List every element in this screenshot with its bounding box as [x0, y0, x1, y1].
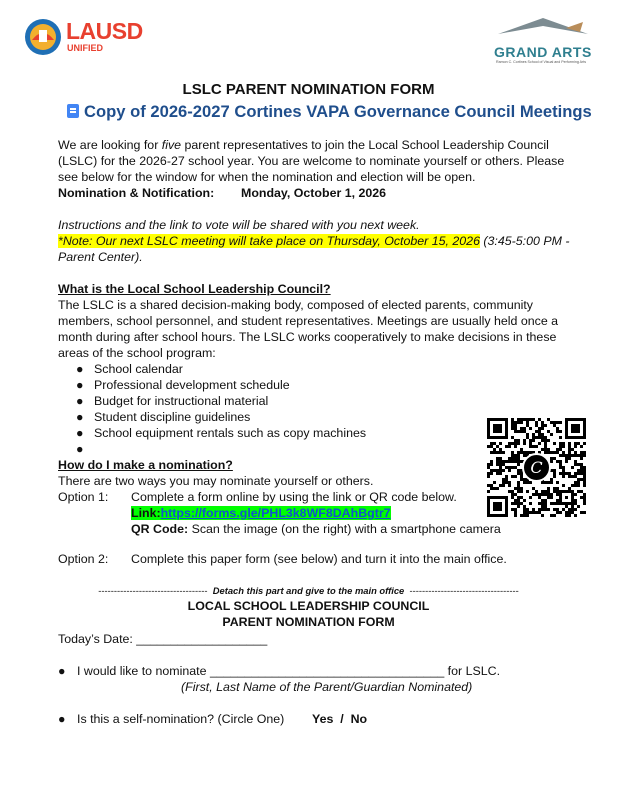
- grandarts-logo-text: GRAND ARTS: [494, 44, 592, 60]
- form-link-label: Link:: [131, 506, 161, 520]
- detach-line: ----------------------------------- Detach this part and give to the main office -----------------------------------: [98, 585, 519, 596]
- intro-line-1: We are looking for five parent representatives to join the Local School Leadership Council: [58, 138, 549, 152]
- option2-label: Option 2:: [58, 552, 109, 566]
- lausd-logo: [24, 18, 159, 58]
- what-is-line-2: members, school personnel, and student representatives. Meetings are usually held once a: [58, 314, 559, 328]
- form-title-1: LOCAL SCHOOL LEADERSHIP COUNCIL: [187, 599, 430, 613]
- list-item: ● Student discipline guidelines: [76, 410, 251, 424]
- detach-text: Detach this part and give to the main office: [212, 585, 405, 596]
- what-is-line-4: areas of the school program:: [58, 346, 216, 360]
- grandarts-logo: [488, 16, 598, 64]
- list-item: ● Professional development schedule: [76, 378, 290, 392]
- qr-center-letter: C: [530, 458, 543, 477]
- how-to-intro: There are two ways you may nominate yourself or others.: [58, 474, 374, 488]
- how-to-heading: How do I make a nomination?: [58, 458, 233, 472]
- what-is-line-3: month during after school hours. The LSLC works cooperatively to make decisions in these: [58, 330, 557, 344]
- page-title: LSLC PARENT NOMINATION FORM: [182, 81, 435, 98]
- meeting-note-line-2: Parent Center).: [58, 250, 143, 264]
- lausd-logo-text: LAUSD: [66, 18, 143, 44]
- todays-date-field[interactable]: ___________________: [136, 632, 268, 646]
- nominate-row: ● I would like to nominate __________________________________ for LSLC.: [58, 664, 501, 678]
- todays-date-label: Today’s Date:: [58, 632, 137, 646]
- form-link-row: [131, 505, 391, 521]
- nominee-name-field[interactable]: __________________________________: [209, 664, 445, 678]
- lausd-seal-icon: [24, 18, 62, 56]
- what-is-heading: What is the Local School Leadership Council?: [58, 282, 331, 296]
- self-nomination-options[interactable]: Yes / No: [312, 712, 368, 726]
- meeting-note-highlight: *Note: Our next LSLC meeting will take place on Thursday, October 15, 2026: [58, 234, 480, 248]
- grandarts-emblem-icon: [488, 16, 598, 46]
- qr-center-badge: [522, 453, 551, 482]
- doc-link[interactable]: [67, 102, 592, 122]
- nomination-label: Nomination & Notification:: [58, 186, 215, 200]
- meeting-note: *Note: Our next LSLC meeting will take place on Thursday, October 15, 2026 (3:45-5:00 PM -: [58, 234, 570, 248]
- doc-link-label: Copy of 2026-2027 Cortines VAPA Governance Council Meetings: [84, 102, 592, 121]
- list-item: ● School calendar: [76, 362, 183, 376]
- intro-line-3: see below for the window for when the nomination and election will be open.: [58, 170, 476, 184]
- self-nomination-question: Is this a self-nomination? (Circle One): [77, 712, 285, 726]
- nomination-date: Monday, October 1, 2026: [241, 186, 387, 200]
- form-title-2: PARENT NOMINATION FORM: [222, 615, 395, 629]
- list-item: ● School equipment rentals such as copy machines: [76, 426, 367, 440]
- qr-instruction: QR Code: Scan the image (on the right) with a smartphone camera: [131, 522, 501, 536]
- list-item: ●: [76, 442, 84, 456]
- todays-date-row: [58, 631, 267, 647]
- option1-text: Complete a form online by using the link or QR code below.: [131, 490, 457, 504]
- self-nomination-row: ● Is this a self-nomination? (Circle One): [58, 712, 285, 726]
- nominee-hint: (First, Last Name of the Parent/Guardian Nominated): [181, 680, 473, 694]
- what-is-line-1: The LSLC is a shared decision-making body, composed of elected parents, community: [58, 298, 533, 312]
- form-link[interactable]: https://forms.gle/PHL3k8WF8DAhBgtr7: [160, 506, 391, 520]
- google-doc-icon: [67, 104, 79, 118]
- intro-line-2: (LSLC) for the 2026-27 school year. You are welcome to nominate yourself or others. Please: [58, 154, 565, 168]
- grandarts-logo-sub: Ramon C. Cortines School of Visual and Performing Arts: [496, 60, 587, 64]
- option2-text: Complete this paper form (see below) and turn it into the main office.: [131, 552, 507, 566]
- qr-code[interactable]: [487, 418, 586, 517]
- list-item: ● Budget for instructional material: [76, 394, 269, 408]
- lausd-logo-sub: UNIFIED: [67, 43, 103, 53]
- option1-label: Option 1:: [58, 490, 109, 504]
- instructions-text: Instructions and the link to vote will be shared with you next week.: [58, 218, 420, 232]
